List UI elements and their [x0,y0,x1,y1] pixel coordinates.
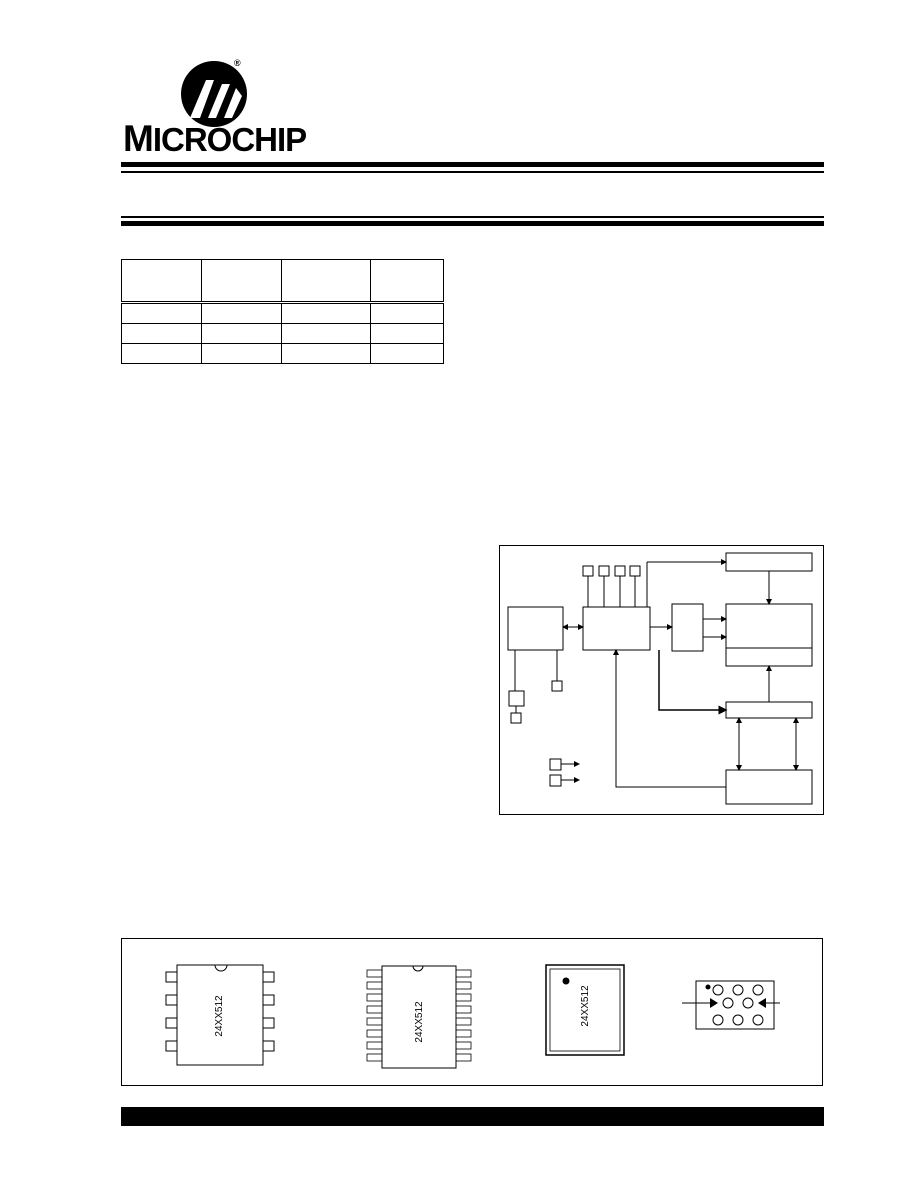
address-pin-boxes [583,566,640,576]
table-row [122,344,444,364]
table-cell [371,324,444,344]
wp-pin-box [552,681,562,691]
scl-pin-box [509,691,524,706]
device-selection-table [121,259,444,364]
table-header-cell [201,260,281,303]
header-rule-thick [121,162,824,167]
table-cell [371,303,444,324]
table-header-cell [122,260,202,303]
brand-wordmark [123,118,313,159]
table-cell [122,344,202,364]
soic-part-label: 24XX512 [414,1001,425,1043]
io-control-block [508,607,563,650]
table-cell [281,303,371,324]
memory-control-block [672,604,703,651]
table-cell [201,324,281,344]
page-latches-block [726,702,812,718]
sda-pin-box [511,713,521,723]
table-header-cell [371,260,444,303]
control-logic-block [583,607,650,650]
table-cell [201,303,281,324]
vss-pin-box [550,775,561,786]
table-cell [122,303,202,324]
dfn-part-label: 24XX512 [580,985,591,1027]
header-rule-thin [121,171,824,173]
footer-bar [121,1107,824,1126]
eeprom-array-block [726,604,812,666]
table-cell [281,324,371,344]
table-cell [201,344,281,364]
microchip-logo-icon [178,58,250,128]
table-header-cell [281,260,371,303]
block-diagram [499,545,824,815]
registered-mark: ® [234,58,241,68]
table-cell [371,344,444,364]
table-row [122,303,444,324]
table-header-row [122,260,444,303]
vcc-pin-box [550,759,561,770]
brand-first-letter: M [123,118,153,159]
table-cell [122,324,202,344]
title-rule-thin [121,216,824,218]
chip-scale-package-drawing [682,978,782,1034]
brand-rest: ICROCHIP [152,121,307,158]
table-cell [281,344,371,364]
hv-generator-block [726,553,812,571]
title-rule-thick [121,221,824,226]
diagram-frame [500,546,824,815]
pdip-part-label: 24XX512 [214,995,225,1037]
sense-amp-block [726,770,812,804]
table-row [122,324,444,344]
